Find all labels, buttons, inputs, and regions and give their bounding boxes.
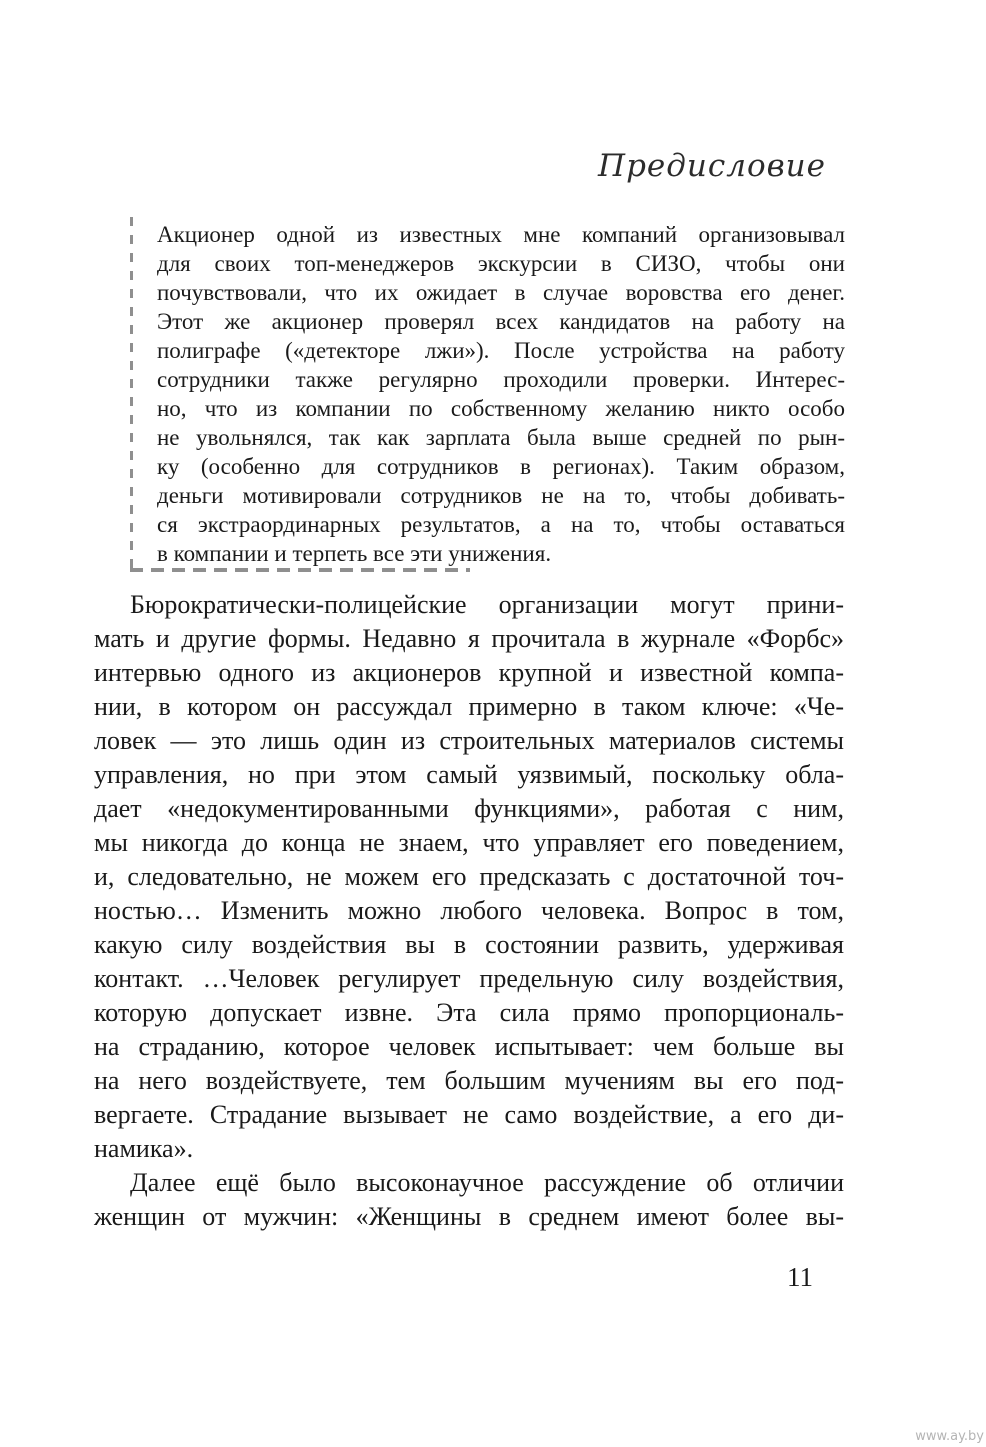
body-line: женщин от мужчин: «Женщины в среднем имеют более вы- xyxy=(94,1202,844,1231)
body-line: управления, но при этом самый уязвимый, поскольку обла- xyxy=(94,760,844,789)
body-line: ловек — это лишь один из строительных материалов системы xyxy=(94,726,844,755)
body-line: Бюрократически-полицейские организации могут прини- xyxy=(130,590,844,619)
body-line: нии, в котором он рассуждал примерно в таком ключе: «Че- xyxy=(94,692,844,721)
body-line: ностью… Изменить можно любого человека. Вопрос в том, xyxy=(94,896,844,925)
body-line: интервью одного из акционеров крупной и известной компа- xyxy=(94,658,844,687)
body-line: на него воздействуете, тем большим мучениям вы его под- xyxy=(94,1066,844,1095)
quote-line: Акционер одной из известных мне компаний организовывал xyxy=(157,222,845,247)
body-text xyxy=(94,588,844,1234)
quote-block xyxy=(157,220,845,568)
quote-line: почувствовали, что их ожидает в случае воровства его денег. xyxy=(157,280,845,305)
quote-line: в компании и терпеть все эти унижения. xyxy=(157,541,552,566)
quote-line: сотрудники также регулярно проходили проверки. Интерес- xyxy=(157,367,845,392)
quote-left-dashed-border xyxy=(130,217,133,573)
body-line: Далее ещё было высоконаучное рассуждение об отличии xyxy=(130,1168,844,1197)
chapter-header: Предисловие xyxy=(598,148,826,184)
body-line: какую силу воздействия вы в состоянии развить, удерживая xyxy=(94,930,844,959)
quote-line: ку (особенно для сотрудников в регионах). Таким образом, xyxy=(157,454,845,479)
body-line: которую допускает извне. Эта сила прямо пропорциональ- xyxy=(94,998,844,1027)
quote-bottom-dashed-border xyxy=(130,568,470,572)
body-line: мы никогда до конца не знаем, что управляет его поведением, xyxy=(94,828,844,857)
quote-line: не увольнялся, так как зарплата была выше средней по рын- xyxy=(157,425,845,450)
body-line: мать и другие формы. Недавно я прочитала в журнале «Форбс» xyxy=(94,624,844,653)
quote-line: для своих топ-менеджеров экскурсии в СИЗО, чтобы они xyxy=(157,251,845,276)
body-line: дает «недокументированными функциями», работая с ним, xyxy=(94,794,844,823)
quote-line: ся экстраординарных результатов, а на то, чтобы оставаться xyxy=(157,512,845,537)
page-number: 11 xyxy=(787,1262,813,1292)
body-line: намика». xyxy=(94,1134,194,1163)
quote-line: деньги мотивировали сотрудников не на то, чтобы добивать- xyxy=(157,483,845,508)
quote-line: Этот же акционер проверял всех кандидатов на работу на xyxy=(157,309,845,334)
body-line: на страданию, которое человек испытывает: чем больше вы xyxy=(94,1032,844,1061)
body-line: и, следовательно, не можем его предсказать с достаточной точ- xyxy=(94,862,844,891)
quote-line: полиграфе («детекторе лжи»). После устройства на работу xyxy=(157,338,845,363)
body-line: контакт. …Человек регулирует предельную силу воздействия, xyxy=(94,964,844,993)
quote-line: но, что из компании по собственному желанию никто особо xyxy=(157,396,845,421)
body-line: вергаете. Страдание вызывает не само воздействие, а его ди- xyxy=(94,1100,844,1129)
watermark: www.ay.by xyxy=(915,1429,984,1444)
